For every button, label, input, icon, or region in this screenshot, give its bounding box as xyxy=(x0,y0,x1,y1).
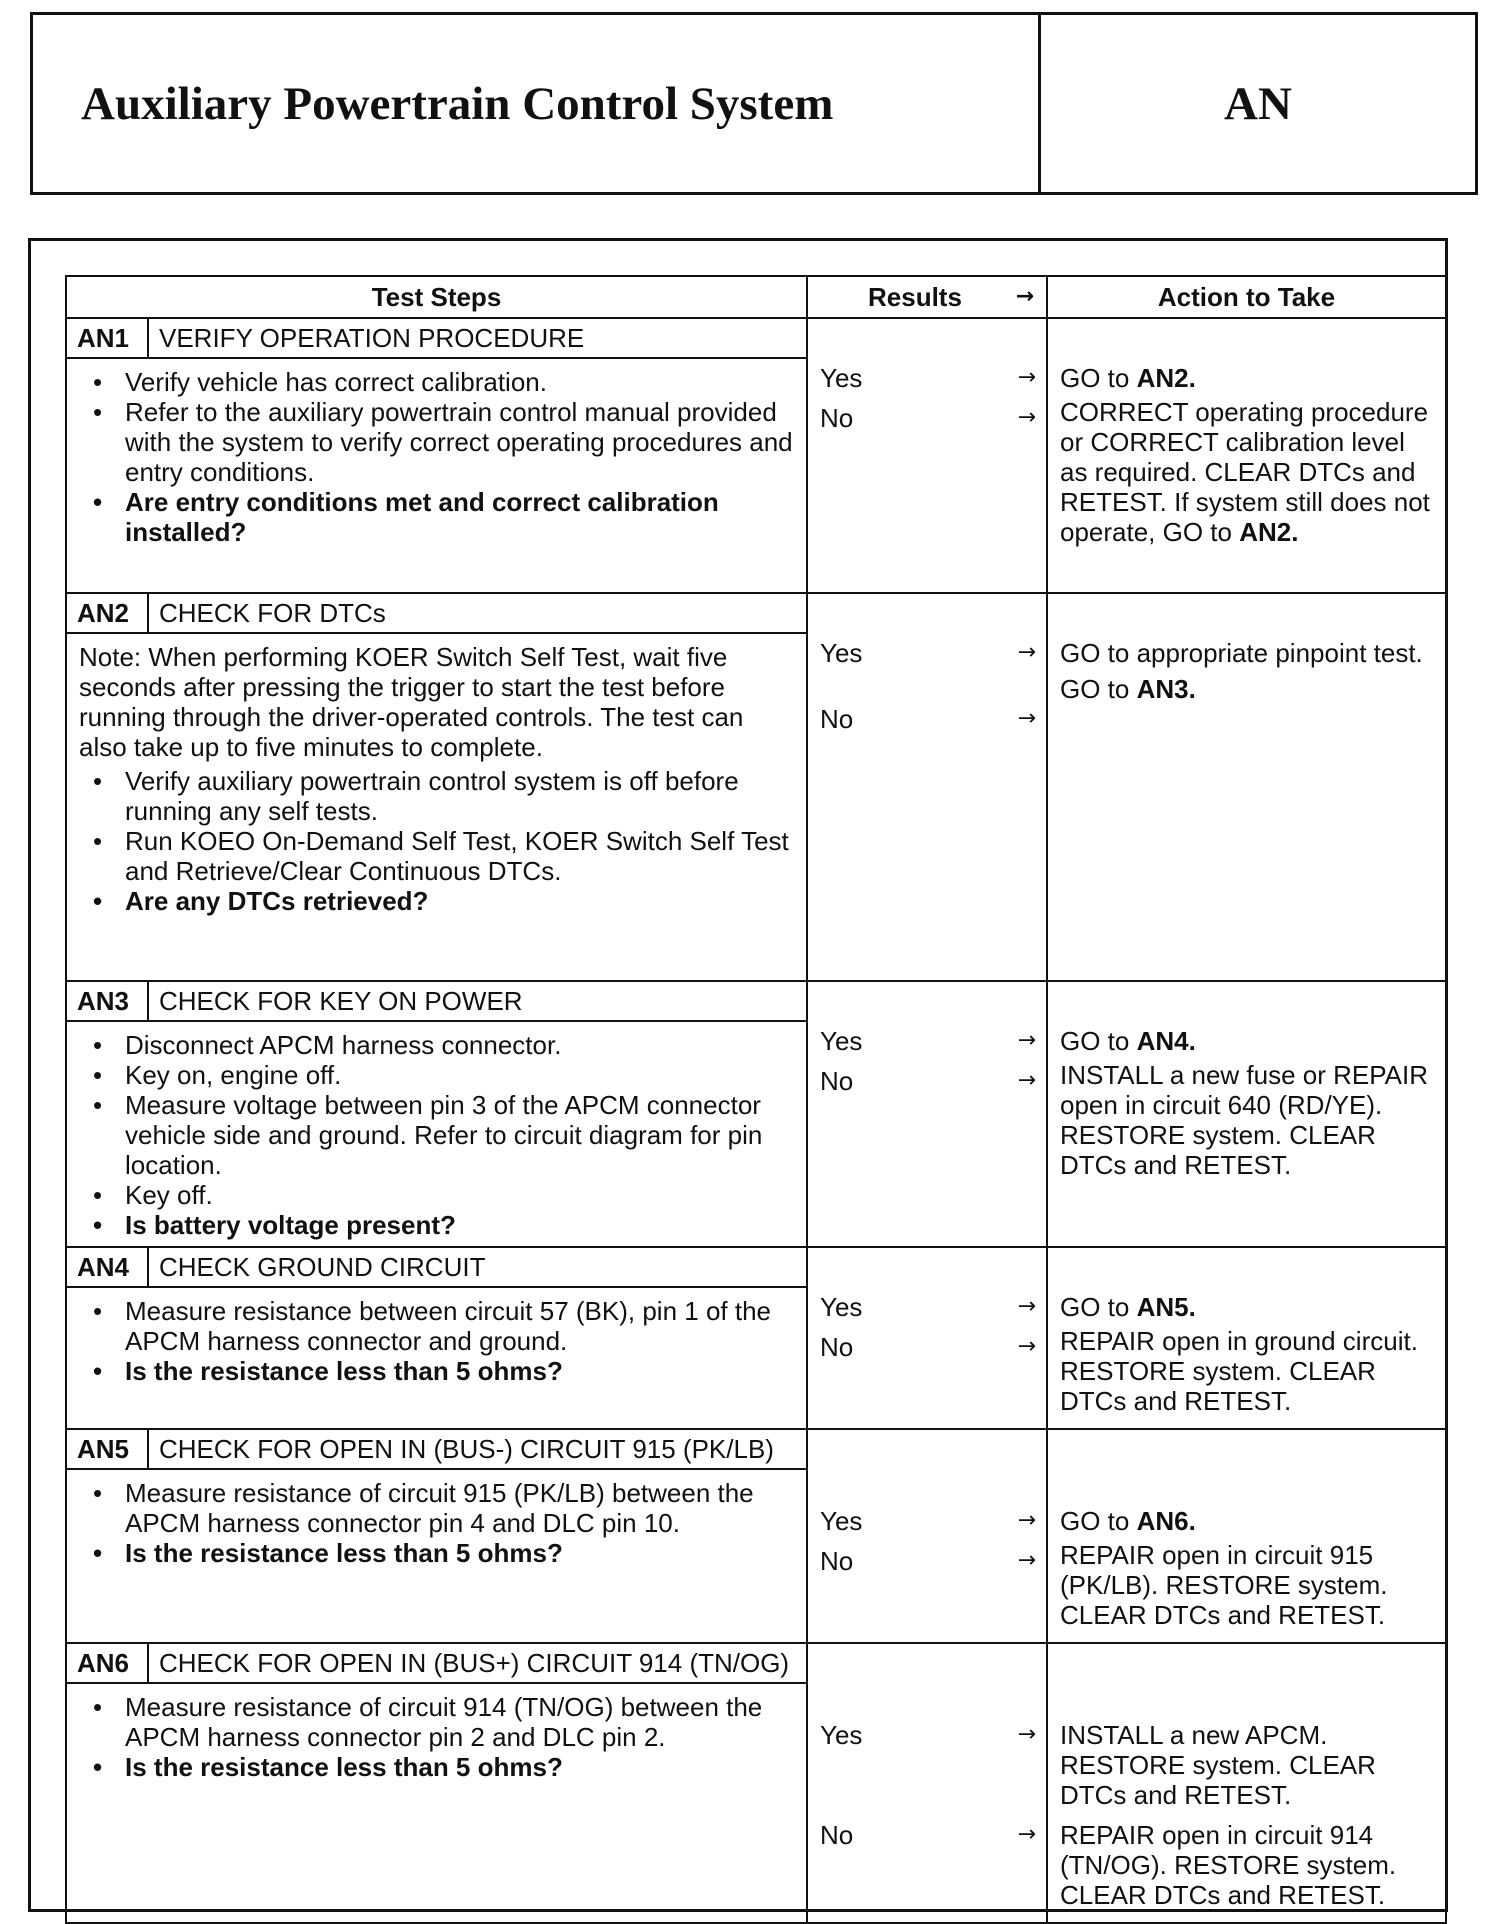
step-title: VERIFY OPERATION PROCEDURE xyxy=(159,323,585,353)
table-row xyxy=(66,1429,1446,1643)
results-cell xyxy=(807,593,1047,981)
list-item: • Run KOEO On-Demand Self Test, KOER Switch Self Test and Retrieve/Clear Continuous DTCs. xyxy=(79,826,794,886)
col-header-test-steps: Test Steps xyxy=(66,276,807,318)
step-cell xyxy=(66,1247,807,1429)
result-no: No xyxy=(820,1546,854,1576)
list-item: • Refer to the auxiliary powertrain control manual provided with the system to verify correct operating procedures and entry conditions. xyxy=(79,397,794,487)
step-id: AN3 xyxy=(67,982,149,1020)
action-cell xyxy=(1047,1247,1446,1429)
page-title: Auxiliary Powertrain Control System xyxy=(33,15,1041,192)
step-link[interactable]: AN2. xyxy=(1136,363,1196,393)
result-yes: Yes xyxy=(820,1292,863,1322)
arrow-icon: → xyxy=(1017,1028,1036,1053)
result-yes: Yes xyxy=(820,638,863,668)
step-id: AN5 xyxy=(67,1430,149,1468)
no-action: REPAIR open in circuit 915 (PK/LB). RESTORE system. CLEAR DTCs and RETEST. xyxy=(1060,1540,1388,1630)
step-title: CHECK FOR OPEN IN (BUS-) CIRCUIT 915 (PK/LB) xyxy=(159,1434,774,1464)
no-action: GO to xyxy=(1060,674,1130,704)
col-header-results xyxy=(807,276,1047,318)
table-row xyxy=(66,981,1446,1247)
arrow-icon: → xyxy=(1017,1334,1036,1359)
section-code: AN xyxy=(1224,77,1292,130)
action-cell xyxy=(1047,981,1446,1247)
test-steps-table xyxy=(65,275,1447,1924)
step-title: CHECK FOR DTCs xyxy=(159,598,386,628)
step-title: CHECK FOR OPEN IN (BUS+) CIRCUIT 914 (TN/OG) xyxy=(159,1648,790,1678)
result-no: No xyxy=(820,1332,854,1362)
step-cell xyxy=(66,981,807,1247)
no-action: CORRECT operating procedure or CORRECT calibration level as required. CLEAR DTCs and RETEST. If system still does not operate, GO to xyxy=(1060,397,1430,547)
page-header xyxy=(30,12,1478,195)
result-yes: Yes xyxy=(820,1026,863,1056)
step-question: • Is the resistance less than 5 ohms? xyxy=(79,1752,794,1782)
results-cell xyxy=(807,1429,1047,1643)
no-action: REPAIR open in ground circuit. RESTORE system. CLEAR DTCs and RETEST. xyxy=(1060,1326,1418,1416)
col-header-action: Action to Take xyxy=(1047,276,1446,318)
step-link[interactable]: AN2. xyxy=(1239,517,1299,547)
results-cell xyxy=(807,1247,1047,1429)
list-item: • Measure resistance of circuit 914 (TN/OG) between the APCM harness connector pin 2 and DLC pin 2. xyxy=(79,1692,794,1752)
yes-action: GO to xyxy=(1060,363,1130,393)
list-item: • Key on, engine off. xyxy=(79,1060,794,1090)
step-cell xyxy=(66,1429,807,1643)
result-no: No xyxy=(820,403,854,433)
arrow-icon: → xyxy=(1017,1294,1036,1319)
result-yes: Yes xyxy=(820,1720,863,1750)
arrow-icon: → xyxy=(1017,365,1036,390)
arrow-icon: → xyxy=(1017,1722,1036,1747)
table-row xyxy=(66,318,1446,593)
step-question: • Are entry conditions met and correct calibration installed? xyxy=(79,487,794,547)
table-row xyxy=(66,1643,1446,1923)
list-item: • Verify vehicle has correct calibration. xyxy=(79,367,794,397)
arrow-icon: → xyxy=(1017,640,1036,665)
action-cell xyxy=(1047,1429,1446,1643)
step-cell xyxy=(66,318,807,593)
list-item: • Key off. xyxy=(79,1180,794,1210)
step-link[interactable]: AN4. xyxy=(1136,1026,1196,1056)
result-yes: Yes xyxy=(820,1506,863,1536)
table-header-row xyxy=(66,276,1446,318)
arrow-icon: → xyxy=(1017,1068,1036,1093)
step-link[interactable]: AN6. xyxy=(1136,1506,1196,1536)
action-cell xyxy=(1047,1643,1446,1923)
arrow-icon: → xyxy=(1015,284,1034,309)
results-cell xyxy=(807,318,1047,593)
yes-action: GO to xyxy=(1060,1292,1130,1322)
step-id: AN4 xyxy=(67,1248,149,1286)
arrow-icon: → xyxy=(1017,405,1036,430)
arrow-icon: → xyxy=(1017,1508,1036,1533)
action-cell xyxy=(1047,593,1446,981)
step-cell xyxy=(66,1643,807,1923)
step-id: AN6 xyxy=(67,1644,149,1682)
results-label: Results xyxy=(868,282,962,312)
step-link[interactable]: AN5. xyxy=(1136,1292,1196,1322)
arrow-icon: → xyxy=(1017,1548,1036,1573)
yes-action: GO to appropriate pinpoint test. xyxy=(1060,638,1423,668)
yes-action: INSTALL a new APCM. RESTORE system. CLEAR DTCs and RETEST. xyxy=(1060,1720,1376,1810)
list-item: • Disconnect APCM harness connector. xyxy=(79,1030,794,1060)
result-no: No xyxy=(820,1066,854,1096)
step-question: • Is the resistance less than 5 ohms? xyxy=(79,1538,794,1568)
result-no: No xyxy=(820,1820,854,1850)
no-action: REPAIR open in circuit 914 (TN/OG). RESTORE system. CLEAR DTCs and RETEST. xyxy=(1060,1820,1397,1910)
list-item: • Verify auxiliary powertrain control system is off before running any self tests. xyxy=(79,766,794,826)
test-steps-panel xyxy=(28,238,1448,1912)
result-no: No xyxy=(820,704,854,734)
result-yes: Yes xyxy=(820,363,863,393)
step-id: AN2 xyxy=(67,594,149,632)
step-question: • Is battery voltage present? xyxy=(79,1210,794,1240)
step-title: CHECK GROUND CIRCUIT xyxy=(159,1252,486,1282)
step-link[interactable]: AN3. xyxy=(1136,674,1196,704)
action-cell xyxy=(1047,318,1446,593)
step-id: AN1 xyxy=(67,319,149,357)
step-title: CHECK FOR KEY ON POWER xyxy=(159,986,523,1016)
step-cell xyxy=(66,593,807,981)
list-item: • Measure resistance of circuit 915 (PK/LB) between the APCM harness connector pin 4 and DLC pin 10. xyxy=(79,1478,794,1538)
step-question: • Are any DTCs retrieved? xyxy=(79,886,794,916)
list-item: • Measure voltage between pin 3 of the APCM connector vehicle side and ground. Refer to circuit diagram for pin location. xyxy=(79,1090,794,1180)
table-row xyxy=(66,1247,1446,1429)
step-note: Note: When performing KOER Switch Self Test, wait five seconds after pressing the trigger to start the test before running through the driver-operated controls. The test can also take up to five minutes to complete. xyxy=(79,642,744,762)
step-question: • Is the resistance less than 5 ohms? xyxy=(79,1356,794,1386)
table-row xyxy=(66,593,1446,981)
results-cell xyxy=(807,1643,1047,1923)
yes-action: GO to xyxy=(1060,1506,1130,1536)
results-cell xyxy=(807,981,1047,1247)
yes-action: GO to xyxy=(1060,1026,1130,1056)
arrow-icon: → xyxy=(1017,1822,1036,1847)
no-action: INSTALL a new fuse or REPAIR open in circuit 640 (RD/YE). RESTORE system. CLEAR DTCs and RETEST. xyxy=(1060,1060,1428,1180)
list-item: • Measure resistance between circuit 57 (BK), pin 1 of the APCM harness connector and ground. xyxy=(79,1296,794,1356)
arrow-icon: → xyxy=(1017,706,1036,731)
